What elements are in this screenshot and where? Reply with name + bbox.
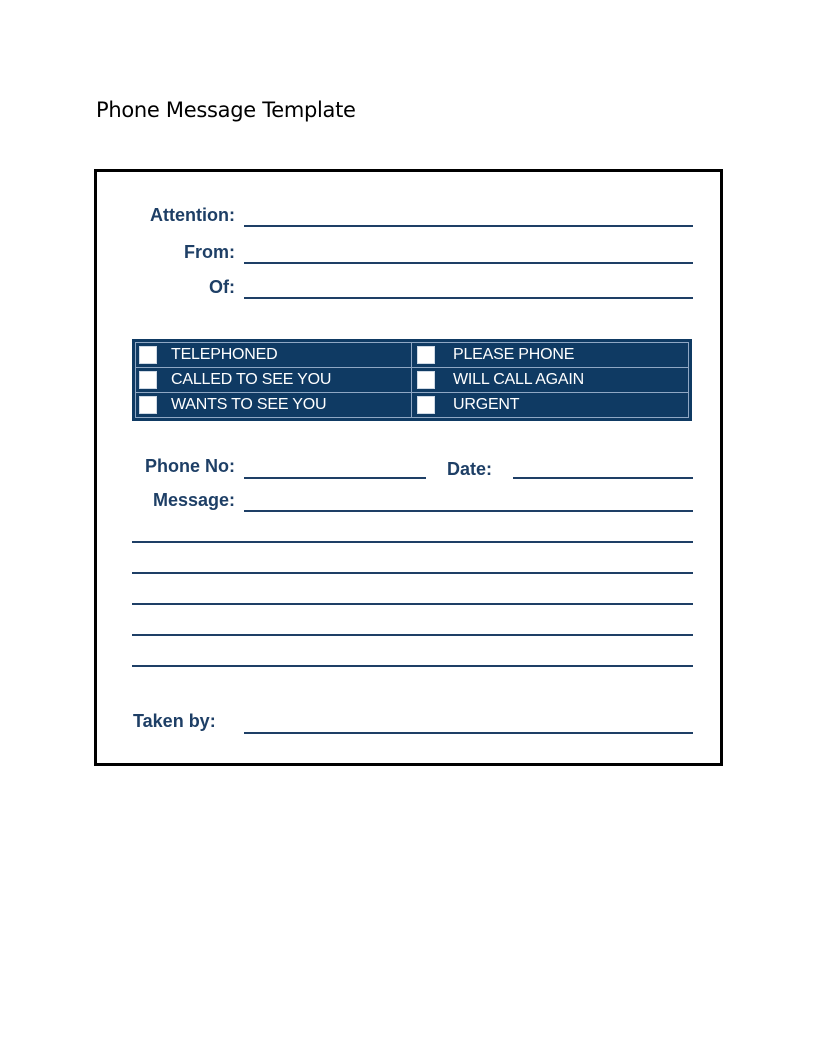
checkbox-square[interactable] <box>139 371 157 389</box>
checkbox-column-divider <box>411 342 412 418</box>
taken-by-field-line[interactable] <box>244 732 693 734</box>
checkbox-label: TELEPHONED <box>171 345 278 363</box>
checkbox-urgent[interactable] <box>417 392 519 417</box>
message-line[interactable] <box>132 634 693 636</box>
checkbox-square[interactable] <box>139 396 157 414</box>
message-label: Message: <box>152 490 235 510</box>
message-line[interactable] <box>132 541 693 543</box>
checkbox-will-call-again[interactable] <box>417 367 584 392</box>
from-label: From: <box>184 242 235 262</box>
page-title: Phone Message Template <box>96 98 356 122</box>
taken-by-label: Taken by: <box>133 711 216 731</box>
attention-field-line[interactable] <box>244 225 693 227</box>
checkbox-square[interactable] <box>139 346 157 364</box>
phone-number-label: Phone No: <box>145 456 235 476</box>
message-line[interactable] <box>132 572 693 574</box>
checkbox-label: CALLED TO SEE YOU <box>171 370 332 388</box>
of-field-line[interactable] <box>244 297 693 299</box>
checkbox-telephoned[interactable] <box>139 342 277 367</box>
message-first-line[interactable] <box>244 510 693 512</box>
phone-message-form <box>94 169 723 766</box>
checkbox-square[interactable] <box>417 396 435 414</box>
checkbox-square[interactable] <box>417 371 435 389</box>
message-line[interactable] <box>132 665 693 667</box>
date-field-line[interactable] <box>513 477 693 479</box>
message-line[interactable] <box>132 603 693 605</box>
attention-label: Attention: <box>150 205 235 225</box>
checkbox-square[interactable] <box>417 346 435 364</box>
checkbox-label: WANTS TO SEE YOU <box>171 395 327 413</box>
checkbox-label: WILL CALL AGAIN <box>453 370 584 388</box>
checkbox-label: PLEASE PHONE <box>453 345 575 363</box>
checkbox-wants-to-see-you[interactable] <box>139 392 326 417</box>
from-field-line[interactable] <box>244 262 693 264</box>
checkbox-called-to-see-you[interactable] <box>139 367 331 392</box>
date-label: Date: <box>447 459 493 479</box>
phone-number-field-line[interactable] <box>244 477 426 479</box>
checkbox-please-phone[interactable] <box>417 342 574 367</box>
checkbox-label: URGENT <box>453 395 520 413</box>
of-label: Of: <box>209 277 235 297</box>
call-status-checkbox-panel <box>132 339 692 421</box>
